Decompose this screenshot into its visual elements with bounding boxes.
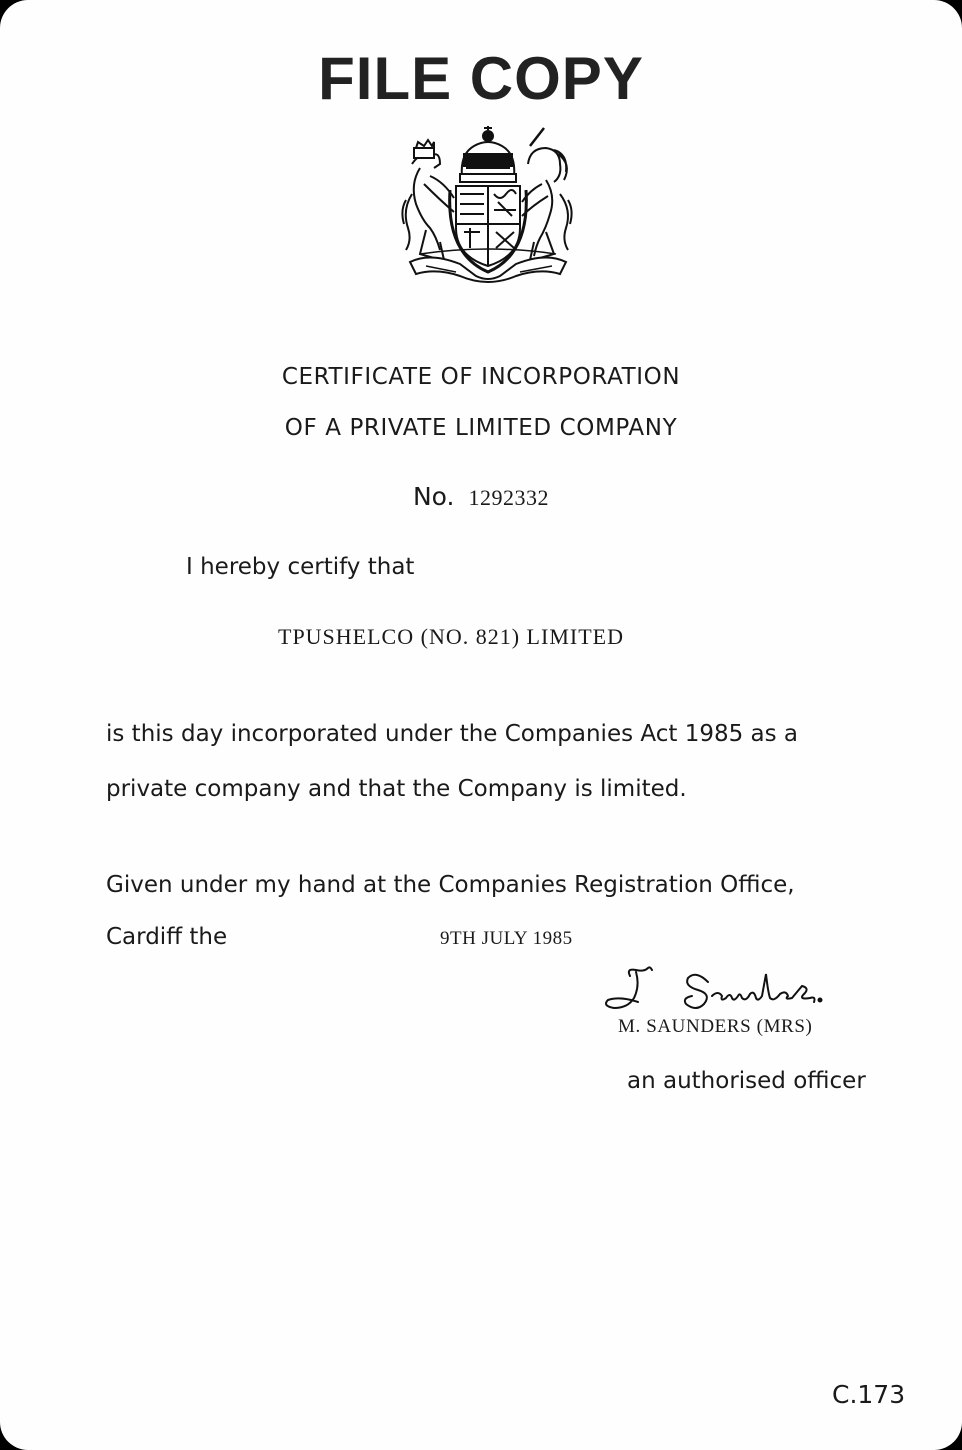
incorporation-date: 9TH JULY 1985 (440, 928, 573, 949)
incorporation-statement-line1: is this day incorporated under the Companies Act 1985 as a (106, 721, 799, 747)
certify-intro: I hereby certify that (186, 554, 415, 580)
royal-coat-of-arms-icon (400, 124, 576, 284)
signatory-name: M. SAUNDERS (MRS) (618, 1016, 813, 1037)
incorporation-statement-line2: private company and that the Company is limited. (106, 776, 687, 802)
given-under-hand-line: Given under my hand at the Companies Registration Office, (106, 872, 795, 898)
company-number-label: No. (412, 482, 455, 511)
signatory-role: an authorised officer (627, 1068, 866, 1094)
place-label: Cardiff the (106, 924, 228, 950)
handwritten-signature-icon (600, 962, 840, 1018)
certificate-title-line2: OF A PRIVATE LIMITED COMPANY (284, 415, 678, 441)
company-number (0, 482, 962, 511)
company-number-value: 1292332 (468, 485, 549, 510)
certificate-title-line1: CERTIFICATE OF INCORPORATION (281, 364, 681, 390)
form-code: C.173 (832, 1380, 906, 1409)
file-copy-stamp: FILE COPY (318, 45, 644, 112)
company-name: TPUSHELCO (NO. 821) LIMITED (278, 624, 624, 649)
